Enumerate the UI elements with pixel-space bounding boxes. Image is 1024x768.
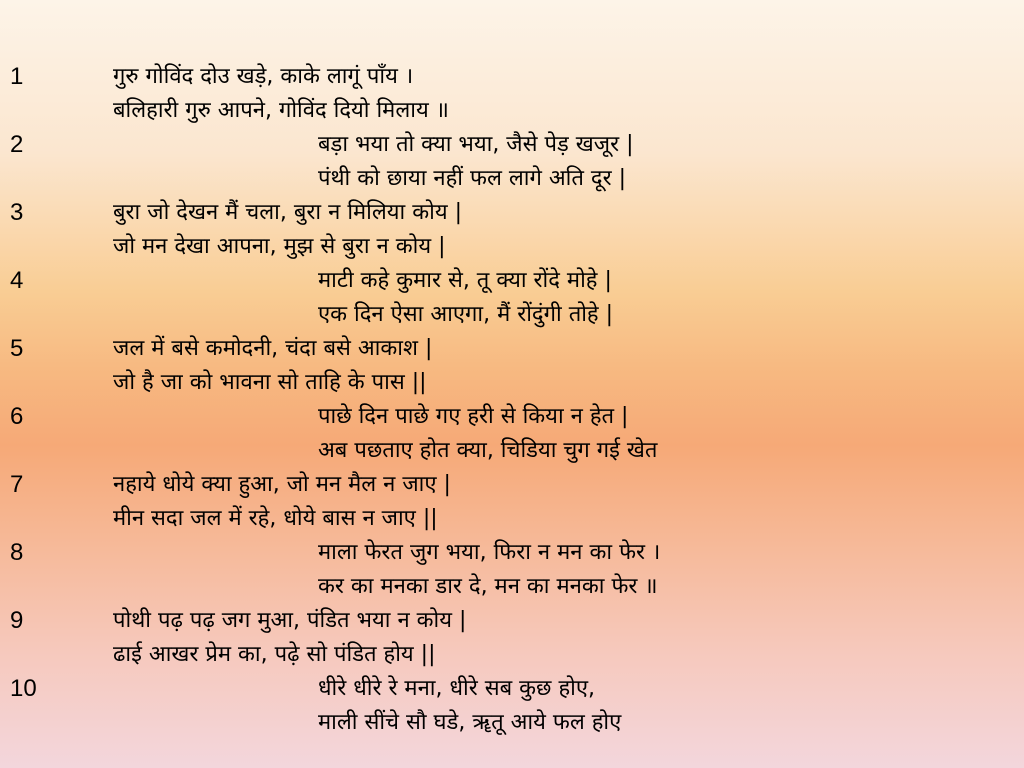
- couplet-6-line-1: [0, 400, 1024, 434]
- couplet-2-line-1: [0, 128, 1024, 162]
- couplet-3-line-2: [0, 230, 1024, 264]
- couplet-5-line-1: [0, 332, 1024, 366]
- couplet-1-line-1: [0, 60, 1024, 94]
- couplet-number: 5: [10, 335, 24, 362]
- couplet-list: [0, 60, 1024, 740]
- couplet-line: एक दिन ऐसा आएगा, मैं रोंदुंगी तोहे |: [318, 302, 614, 327]
- couplet-line: जल में बसे कमोदनी, चंदा बसे आकाश |: [113, 336, 433, 361]
- couplet-number: 8: [10, 539, 24, 566]
- couplet-2-line-2: [0, 162, 1024, 196]
- couplet-line: जो है जा को भावना सो ताहि के पास ||: [113, 370, 427, 395]
- couplet-4-line-1: [0, 264, 1024, 298]
- couplet-number: 2: [10, 131, 24, 158]
- couplet-number: 6: [10, 403, 24, 430]
- couplet-line: पोथी पढ़ पढ़ जग मुआ, पंडित भया न कोय |: [113, 608, 467, 633]
- couplet-line: बुरा जो देखन मैं चला, बुरा न मिलिया कोय |: [113, 200, 463, 225]
- couplet-10-line-1: [0, 672, 1024, 706]
- couplet-9-line-2: [0, 638, 1024, 672]
- couplet-line: माली सींचे सौ घडे, ॠतू आये फल होए: [318, 710, 622, 735]
- couplet-4-line-2: [0, 298, 1024, 332]
- couplet-number: 9: [10, 607, 24, 634]
- couplet-7-line-2: [0, 502, 1024, 536]
- couplet-number: 4: [10, 267, 24, 294]
- couplet-line: पाछे दिन पाछे गए हरी से किया न हेत |: [318, 404, 629, 429]
- couplet-line: गुरु गोविंद दोउ खड़े, काके लागूं पाँय ।: [113, 64, 414, 89]
- couplet-7-line-1: [0, 468, 1024, 502]
- couplet-line: ढाई आखर प्रेम का, पढ़े सो पंडित होय ||: [113, 642, 436, 667]
- couplet-8-line-1: [0, 536, 1024, 570]
- couplet-3-line-1: [0, 196, 1024, 230]
- couplet-number: 10: [10, 675, 37, 702]
- couplet-6-line-2: [0, 434, 1024, 468]
- couplet-line: माटी कहे कुमार से, तू क्या रोंदे मोहे |: [318, 268, 612, 293]
- couplet-5-line-2: [0, 366, 1024, 400]
- couplet-line: जो मन देखा आपना, मुझ से बुरा न कोय |: [113, 234, 446, 259]
- couplet-line: बलिहारी गुरु आपने, गोविंद दियो मिलाय ॥: [113, 98, 449, 123]
- couplet-line: अब पछताए होत क्या, चिडिया चुग गई खेत: [318, 438, 658, 463]
- couplet-9-line-1: [0, 604, 1024, 638]
- couplet-number: 1: [10, 63, 24, 90]
- couplet-line: कर का मनका डार दे, मन का मनका फेर ॥: [318, 574, 658, 599]
- couplet-10-line-2: [0, 706, 1024, 740]
- couplet-number: 7: [10, 471, 24, 498]
- couplet-number: 3: [10, 199, 24, 226]
- couplet-line: माला फेरत जुग भया, फिरा न मन का फेर ।: [318, 540, 661, 565]
- couplet-line: मीन सदा जल में रहे, धोये बास न जाए ||: [113, 506, 438, 531]
- couplet-line: बड़ा भया तो क्या भया, जैसे पेड़ खजूर |: [318, 132, 634, 157]
- couplet-line: नहाये धोये क्या हुआ, जो मन मैल न जाए |: [113, 472, 451, 497]
- couplet-1-line-2: [0, 94, 1024, 128]
- couplet-8-line-2: [0, 570, 1024, 604]
- couplet-line: धीरे धीरे रे मना, धीरे सब कुछ होए,: [318, 676, 595, 701]
- couplet-line: पंथी को छाया नहीं फल लागे अति दूर |: [318, 166, 626, 191]
